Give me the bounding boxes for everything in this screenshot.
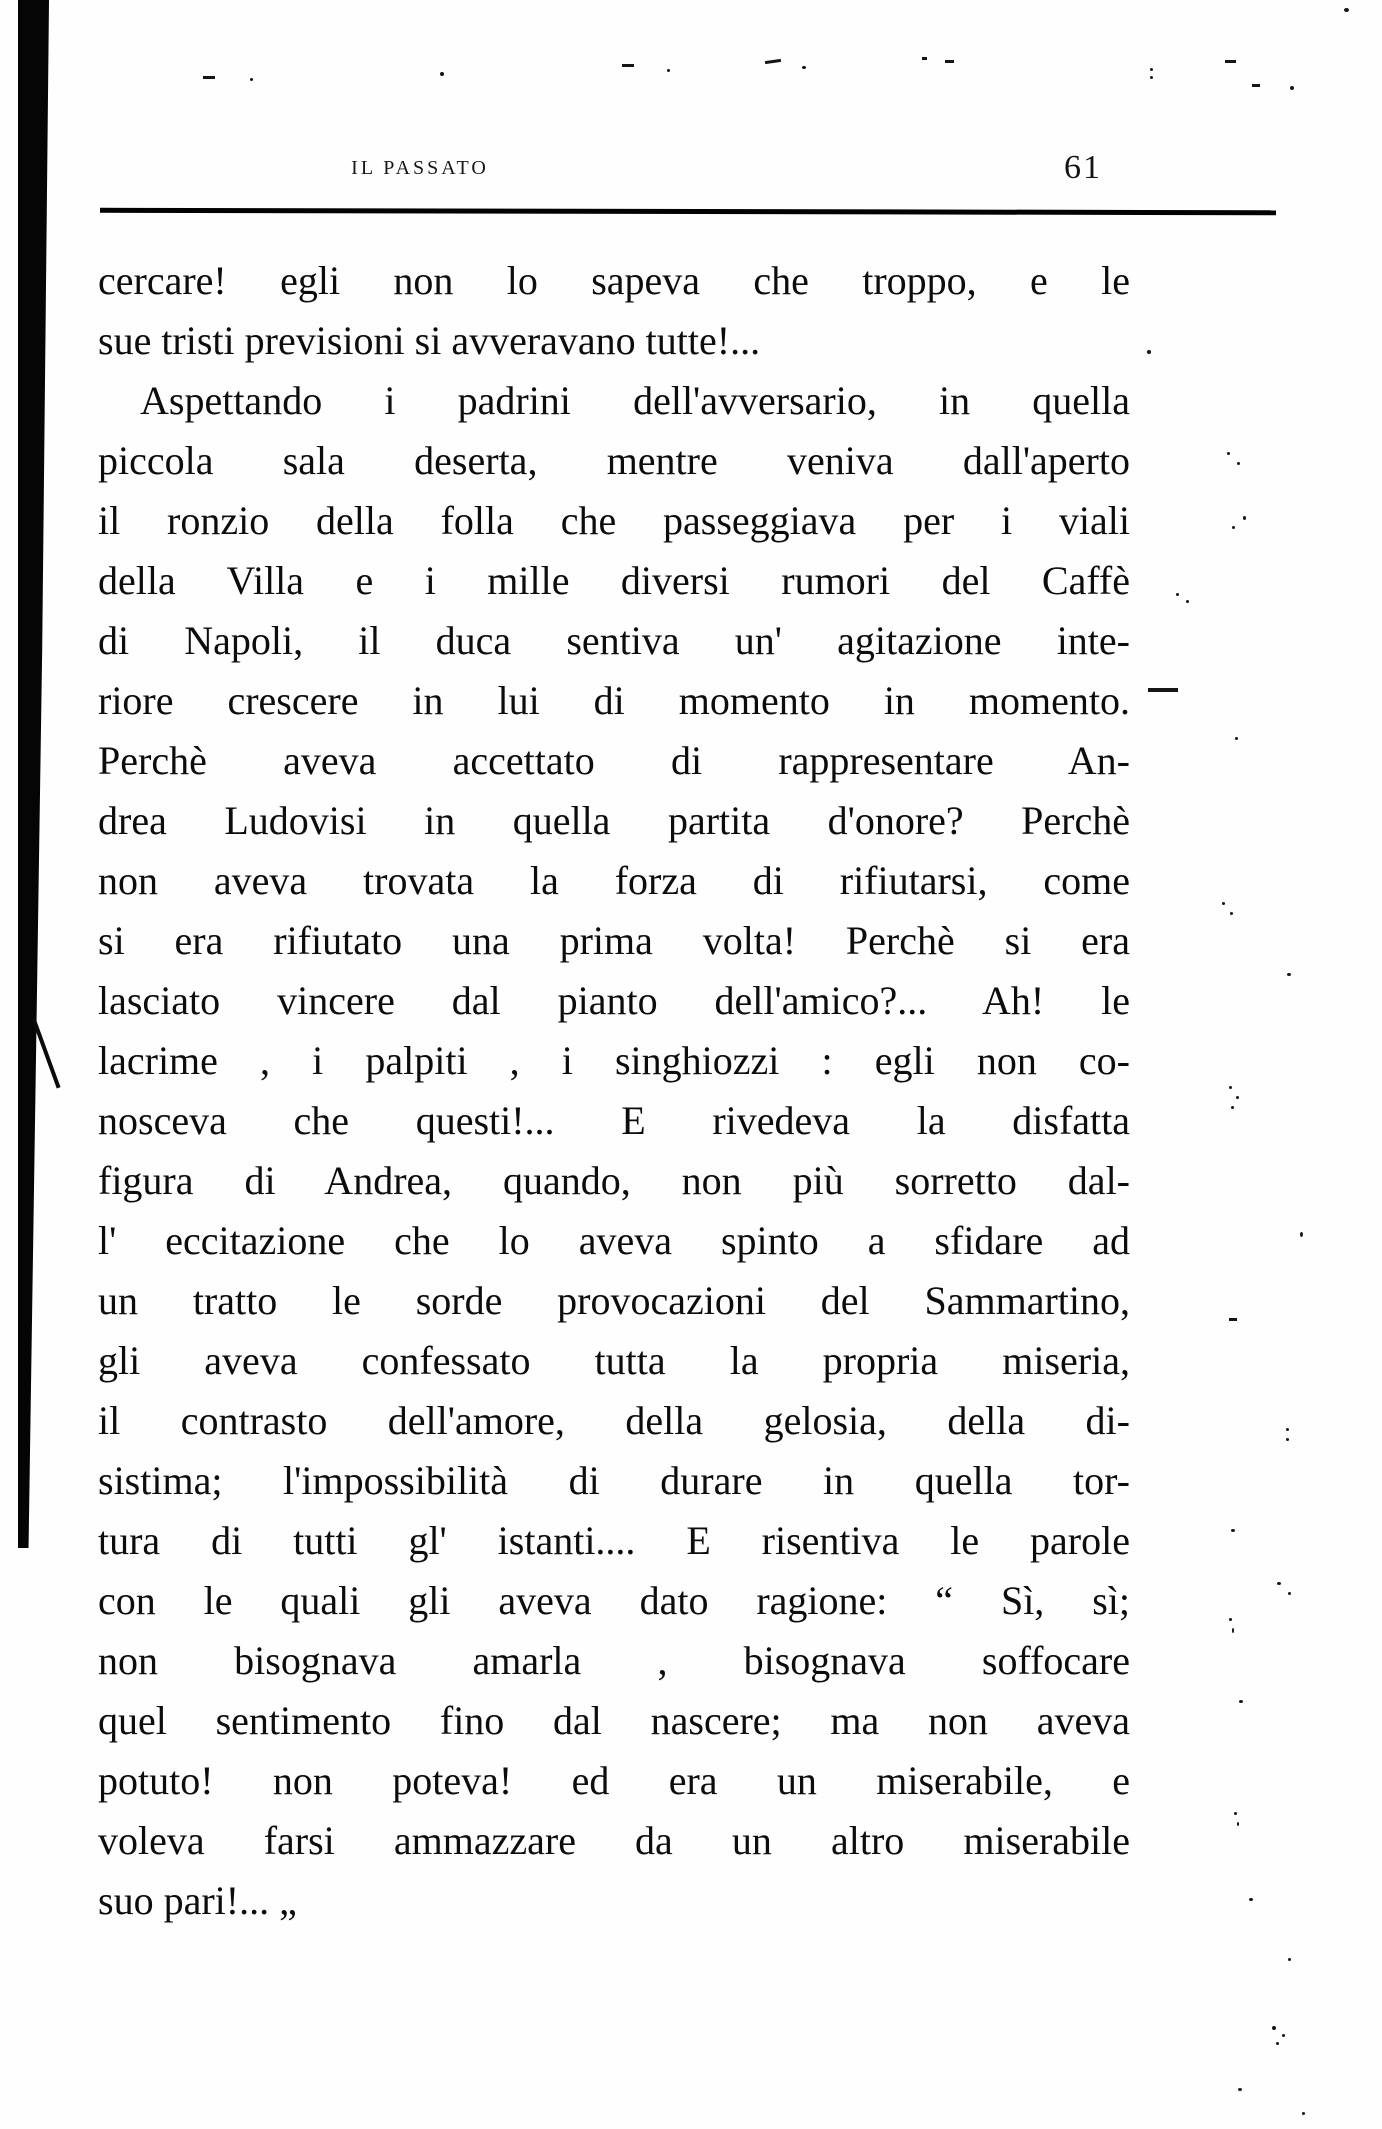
text-line: piccola sala deserta, mentre veniva dall'aperto xyxy=(98,438,1130,483)
scan-speck xyxy=(1229,1086,1232,1089)
scan-speck xyxy=(1150,76,1153,79)
text-line: quel sentimento fino dal nascere; ma non aveva xyxy=(98,1698,1130,1743)
scan-speck xyxy=(1234,1812,1237,1815)
running-title: IL PASSATO xyxy=(351,157,489,179)
text-line: voleva farsi ammazzare da un altro miserabile xyxy=(98,1818,1130,1863)
text-line: della Villa e i mille diversi rumori del Caffè xyxy=(98,558,1130,603)
scan-speck xyxy=(1287,973,1291,976)
scan-speck xyxy=(1276,2042,1279,2045)
scan-speck xyxy=(1176,593,1179,596)
scan-speck xyxy=(1231,1529,1235,1532)
text-line: non aveva trovata la forza di rifiutarsi, come xyxy=(98,858,1130,903)
text-line: tura di tutti gl' istanti.... E risentiva le parole xyxy=(98,1518,1130,1563)
scan-speck xyxy=(1229,1618,1232,1621)
text-line: figura di Andrea, quando, non più sorretto dal- xyxy=(98,1158,1130,1203)
text-line: gli aveva confessato tutta la propria miseria, xyxy=(98,1338,1130,1383)
scan-speck xyxy=(1344,8,1349,12)
text-line: non bisognava amarla , bisognava soffocare xyxy=(98,1638,1130,1683)
text-line: il contrasto dell'amore, della gelosia, della di- xyxy=(98,1398,1130,1443)
scan-speck xyxy=(203,76,215,79)
scan-speck xyxy=(1288,1958,1291,1961)
scan-speck xyxy=(250,78,253,81)
text-line: un tratto le sorde provocazioni del Sammartino, xyxy=(98,1278,1130,1323)
text-line: sistima; l'impossibilità di durare in quella tor- xyxy=(98,1458,1130,1503)
scan-speck xyxy=(802,66,806,69)
scan-speck xyxy=(1286,1438,1289,1441)
scan-speck xyxy=(622,64,634,67)
text-line: nosceva che questi!... E rivedeva la disfatta xyxy=(98,1098,1130,1143)
scan-speck xyxy=(1225,60,1236,63)
scan-speck xyxy=(1282,2034,1285,2037)
scan-speck xyxy=(1249,1898,1253,1901)
scan-speck xyxy=(1252,84,1260,87)
text-line: con le quali gli aveva dato ragione: “ Sì, sì; xyxy=(98,1578,1130,1623)
text-line: l' eccitazione che lo aveva spinto a sfidare ad xyxy=(98,1218,1130,1263)
scan-speck xyxy=(1230,912,1233,915)
scan-speck xyxy=(922,57,927,60)
scan-speck xyxy=(1239,1700,1243,1703)
text-line: drea Ludovisi in quella partita d'onore? Perchè xyxy=(98,798,1130,843)
text-line: di Napoli, il duca sentiva un' agitazione inte- xyxy=(98,618,1130,663)
scan-speck xyxy=(1237,462,1240,465)
text-line: Aspettando i padrini dell'avversario, in quella xyxy=(140,378,1130,423)
scan-speck xyxy=(1235,737,1238,740)
scan-speck xyxy=(1300,1232,1303,1237)
scan-speck xyxy=(1147,350,1151,354)
text-line: potuto! non poteva! ed era un miserabile, e xyxy=(98,1758,1130,1803)
scan-speck xyxy=(1229,1318,1237,1321)
scan-speck xyxy=(1290,86,1294,90)
scan-speck xyxy=(1302,2112,1305,2115)
scan-speck xyxy=(1231,1106,1234,1109)
text-line: Perchè aveva accettato di rappresentare An- xyxy=(98,738,1130,783)
text-block xyxy=(98,251,1130,1931)
scan-speck xyxy=(1286,1428,1289,1431)
scan-speck xyxy=(1238,2088,1242,2091)
text-line: si era rifiutato una prima volta! Perchè si era xyxy=(98,918,1130,963)
scan-speck xyxy=(945,60,954,63)
scan-speck xyxy=(1148,688,1178,692)
text-line: suo pari!... „ xyxy=(98,1878,297,1923)
scan-speck xyxy=(765,59,781,64)
scan-speck xyxy=(1272,2026,1276,2030)
scan-speck xyxy=(1288,1592,1291,1595)
scan-speck xyxy=(1222,902,1225,905)
scan-speck xyxy=(1150,68,1153,71)
scan-speck xyxy=(1186,600,1189,603)
scan-speck xyxy=(667,69,670,72)
scan-speck xyxy=(1243,516,1246,520)
scan-speck xyxy=(1227,452,1230,455)
text-line: sue tristi previsioni si avveravano tutte!... xyxy=(98,318,761,363)
header-rule xyxy=(100,208,1276,215)
text-line: lacrime , i palpiti , i singhiozzi : egli non co- xyxy=(98,1038,1130,1083)
scan-edge-artifact xyxy=(18,0,49,1548)
text-line: il ronzio della folla che passeggiava per i viali xyxy=(98,498,1130,543)
scan-speck xyxy=(1232,1628,1234,1633)
scan-speck xyxy=(440,72,444,76)
scan-speck xyxy=(1237,1822,1239,1826)
scan-speck xyxy=(1277,1582,1281,1585)
text-line: riore crescere in lui di momento in momento. xyxy=(98,678,1130,723)
scan-speck xyxy=(1236,1096,1239,1099)
scan-speck xyxy=(1232,526,1235,529)
page-number: 61 xyxy=(1064,149,1102,186)
text-line: lasciato vincere dal pianto dell'amico?... Ah! le xyxy=(98,978,1130,1023)
text-line: cercare! egli non lo sapeva che troppo, e le xyxy=(98,258,1130,303)
